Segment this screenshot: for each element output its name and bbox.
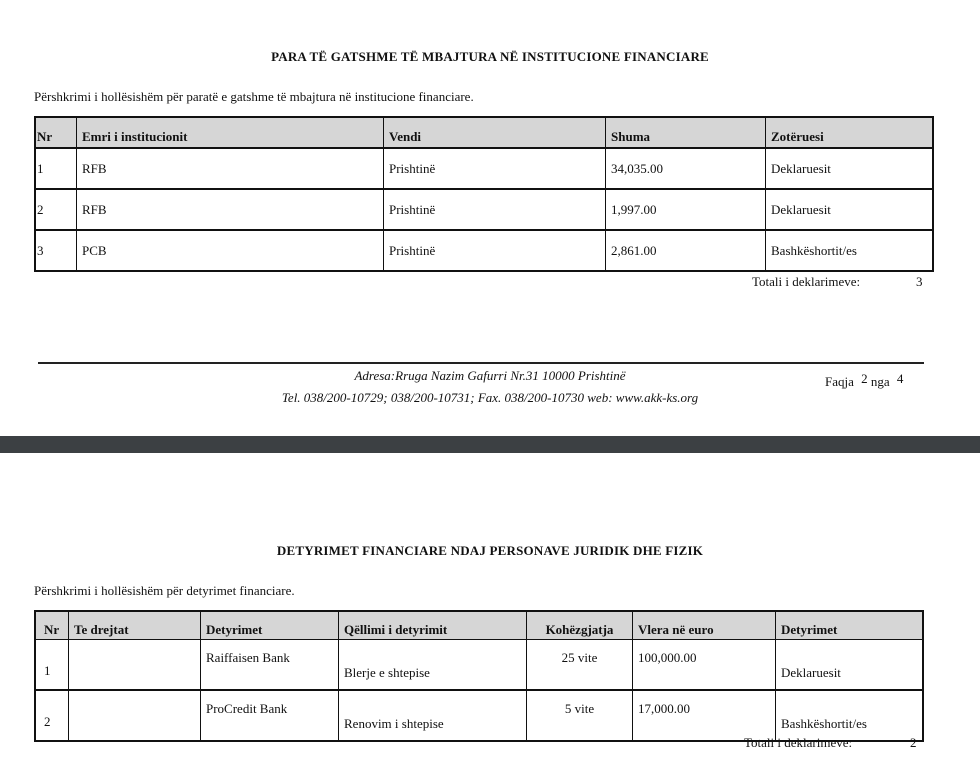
cell-institution: RFB <box>77 148 384 189</box>
table-row <box>35 189 933 230</box>
cell-place: Prishtinë <box>384 230 606 271</box>
cell-holder: Deklaruesit <box>776 640 924 691</box>
cell-nr: 1 <box>35 640 69 691</box>
column-header-owner: Zotëruesi <box>766 117 934 148</box>
column-header-obligation: Detyrimet <box>201 611 339 640</box>
column-header-institution: Emri i institucionit <box>77 117 384 148</box>
section2-total-label: Totali i deklarimeve: <box>744 735 853 750</box>
cell-owner: Bashkëshortit/es <box>766 230 934 271</box>
cell-purpose: Renovim i shtepise <box>339 690 527 741</box>
cell-value: 100,000.00 <box>633 640 776 691</box>
cell-duration: 25 vite <box>527 640 633 691</box>
page-total: 4 <box>896 371 904 386</box>
column-header-nr: Nr <box>35 117 77 148</box>
section1-total-value: 3 <box>916 274 923 289</box>
column-header-duration: Kohëzgjatja <box>527 611 633 640</box>
cell-place: Prishtinë <box>384 189 606 230</box>
cell-purpose: Blerje e shtepise <box>339 640 527 691</box>
cell-institution: PCB <box>77 230 384 271</box>
liabilities-table <box>34 610 924 742</box>
cell-institution: RFB <box>77 189 384 230</box>
table-header-row <box>35 117 933 148</box>
cell-rights <box>69 690 201 741</box>
column-header-value: Vlera në euro <box>633 611 776 640</box>
table-header-row <box>35 611 923 640</box>
section2-description: Përshkrimi i hollësishëm për detyrimet financiare. <box>34 583 295 598</box>
cell-rights <box>69 640 201 691</box>
cell-amount: 34,035.00 <box>606 148 766 189</box>
cell-owner: Deklaruesit <box>766 148 934 189</box>
table-row <box>35 690 923 741</box>
footer-contact: Tel. 038/200-10729; 038/200-10731; Fax. 038/200-10730 web: www.akk-ks.org <box>281 390 699 405</box>
cell-nr: 3 <box>35 230 77 271</box>
cell-place: Prishtinë <box>384 148 606 189</box>
section2-total-value: 2 <box>910 735 917 750</box>
column-header-holder: Detyrimet <box>776 611 924 640</box>
page-indicator <box>825 371 904 390</box>
cell-nr: 1 <box>35 148 77 189</box>
cell-amount: 2,861.00 <box>606 230 766 271</box>
page-current: 2 <box>861 371 868 386</box>
page-label: Faqja <box>825 374 854 389</box>
section2-title: DETYRIMET FINANCIARE NDAJ PERSONAVE JURIDIK DHE FIZIK <box>276 543 704 558</box>
cell-duration: 5 vite <box>527 690 633 741</box>
section1-description: Përshkrimi i hollësishëm për paratë e gatshme të mbajtura në institucione financiare. <box>34 89 474 104</box>
cell-value: 17,000.00 <box>633 690 776 741</box>
cell-obligation: ProCredit Bank <box>201 690 339 741</box>
column-header-purpose: Qëllimi i detyrimit <box>339 611 527 640</box>
page-separator <box>0 436 980 453</box>
page-of: nga <box>870 374 890 389</box>
cell-nr: 2 <box>35 189 77 230</box>
footer-address: Adresa:Rruga Nazim Gafurri Nr.31 10000 Prishtinë <box>354 368 626 383</box>
column-header-amount: Shuma <box>606 117 766 148</box>
table-row <box>35 148 933 189</box>
section1-total-label: Totali i deklarimeve: <box>752 274 861 289</box>
cell-nr: 2 <box>35 690 69 741</box>
cell-owner: Deklaruesit <box>766 189 934 230</box>
footer-divider <box>38 362 924 364</box>
cell-obligation: Raiffaisen Bank <box>201 640 339 691</box>
cash-holdings-table <box>34 116 934 272</box>
column-header-rights: Te drejtat <box>69 611 201 640</box>
cell-amount: 1,997.00 <box>606 189 766 230</box>
section1-title: PARA TË GATSHME TË MBAJTURA NË INSTITUCIONE FINANCIARE <box>271 49 709 64</box>
table-row <box>35 230 933 271</box>
column-header-nr: Nr <box>35 611 69 640</box>
column-header-place: Vendi <box>384 117 606 148</box>
table-row <box>35 640 923 691</box>
cell-holder: Bashkëshortit/es <box>776 690 924 741</box>
